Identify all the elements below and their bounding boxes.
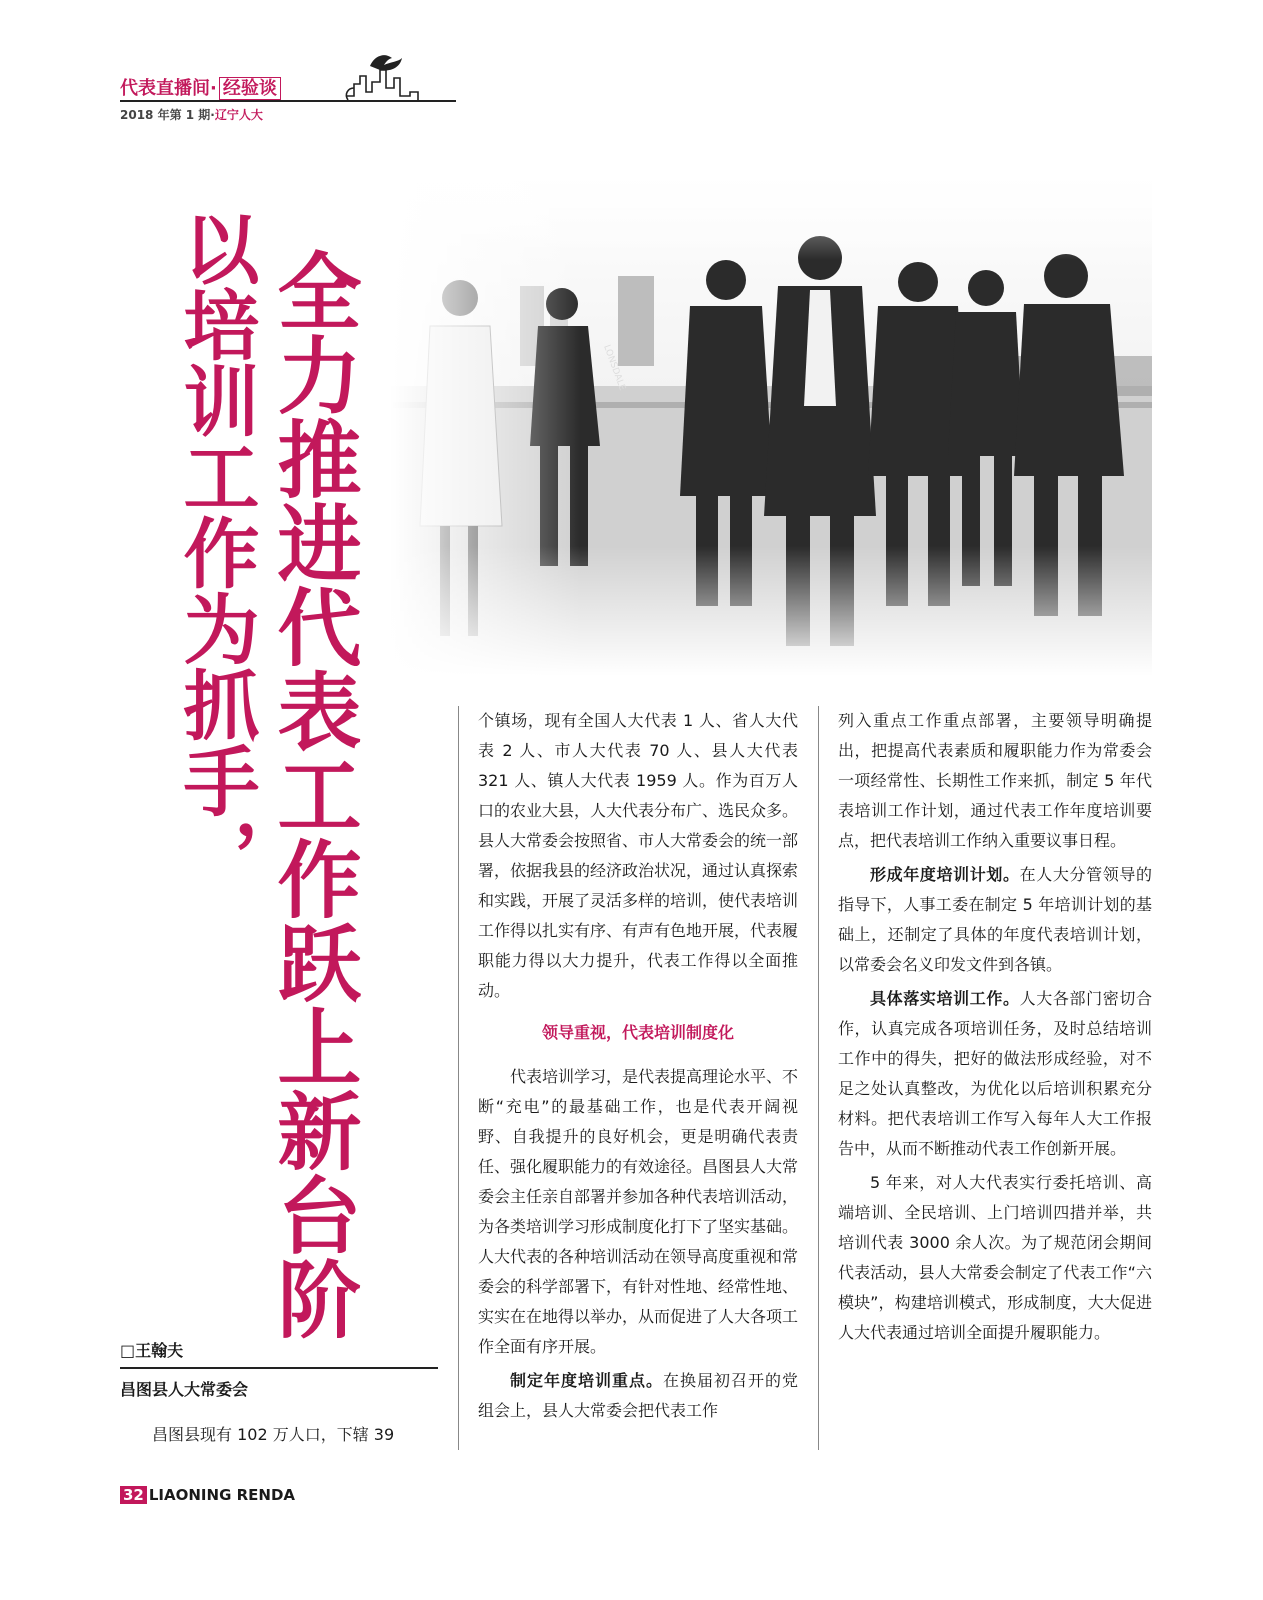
author: □王翰夫: [120, 1341, 184, 1360]
paragraph: 5 年来，对人大代表实行委托培训、高端培训、全民培训、上门培训四措并举，共培训代表 3000 余人次。为了规范闭会期间代表活动，县人大常委会制定了代表工作“六模块”，构建培训模式，形成制度，大大促进人大代表通过培训全面提升履职能力。: [838, 1173, 1152, 1342]
paragraph-lead: 具体落实培训工作。: [870, 989, 1020, 1008]
section-label: [120, 74, 281, 100]
magazine-name: 辽宁人大: [214, 108, 263, 122]
paragraph: [838, 984, 1152, 1164]
column-1-paragraph: 昌图县现有 102 万人口，下辖 39: [152, 1425, 395, 1444]
paragraph-body: 在换届初召开的党组会上，县人大常委会把代表工作: [478, 1371, 798, 1420]
column-3: [838, 706, 1152, 1352]
issue-number: 2018 年第 1 期·: [120, 108, 215, 122]
byline-rule: [120, 1367, 438, 1369]
section-name: 代表直播间: [120, 78, 210, 99]
byline: [120, 1338, 438, 1400]
page-footer: [120, 1486, 295, 1504]
bird-skyline-logo-icon: [340, 48, 460, 118]
article-title: 全力推进代表工作跃上新台阶: [264, 248, 363, 1340]
section-heading: 领导重视，代表培训制度化: [541, 1023, 734, 1042]
subsection-name: 经验谈: [219, 77, 281, 100]
paragraph-body: 人大各部门密切合作，认真完成各项培训任务，及时总结培训工作中的得失，把好的做法形成经验，对不足之处认真整改，为优化以后培训积累充分材料。把代表培训工作写入每年人大工作报告中，从而不断推动代表工作创新开展。: [838, 989, 1152, 1158]
issue-label: [120, 106, 263, 123]
author-organization: 昌图县人大常委会: [120, 1379, 249, 1399]
paragraph-body: 在人大分管领导的指导下，人事工委在制定 5 年培训计划的基础上，还制定了具体的年度代表培训计划，以常委会名义印发文件到各镇。: [838, 865, 1152, 974]
paragraph-lead: 形成年度培训计划。: [870, 865, 1020, 884]
paragraph: [838, 860, 1152, 980]
paragraph: 代表培训学习，是代表提高理论水平、不断“充电”的最基础工作，也是代表开阔视野、自我提升的良好机会，更是明确代表责任、强化履职能力的有效途径。昌图县人大常委会主任亲自部署并参加各种代表培训活动，为各类培训学习形成制度化打下了坚实基础。人大代表的各种培训活动在领导高度重视和常委会的科学部署下，有针对性地、经常性地、实实在在地得以举办，从而促进了人大各项工作全面有序开展。: [478, 1067, 799, 1356]
paragraph: 个镇场，现有全国人大代表 1 人、省人大代表 2 人、市人大代表 70 人、县人大代表 321 人、镇人大代表 1959 人。作为百万人口的农业大县，人大代表分布广、选民众多。县人大常委会按照省、市人大常委会的统一部署，依据我县的经济政治状况，通过认真探索和实践，开展了灵活多样的培训，使代表培训工作得以扎实有序、有声有色地开展，代表履职能力得以大力提升，代表工作得以全面推动。: [478, 711, 799, 1000]
article-subtitle: 以培训工作为抓手，: [171, 210, 260, 894]
page-number: 32: [120, 1486, 147, 1504]
column-divider-2: [818, 706, 819, 1450]
section-separator: ·: [210, 78, 217, 99]
group-photo: [390, 156, 1152, 676]
paragraph: [478, 1366, 798, 1426]
paragraph: 列入重点工作重点部署，主要领导明确提出，把提高代表素质和履职能力作为常委会一项经常性、长期性工作来抓，制定 5 年代表培训工作计划，通过代表工作年度培训要点，把代表培训工作纳入重要议事日程。: [838, 711, 1152, 850]
magazine-footer-name: LIAONING RENDA: [148, 1486, 296, 1504]
column-2: [478, 706, 798, 1430]
column-divider-1: [458, 706, 459, 1450]
paragraph-lead: 制定年度培训重点。: [510, 1371, 663, 1390]
